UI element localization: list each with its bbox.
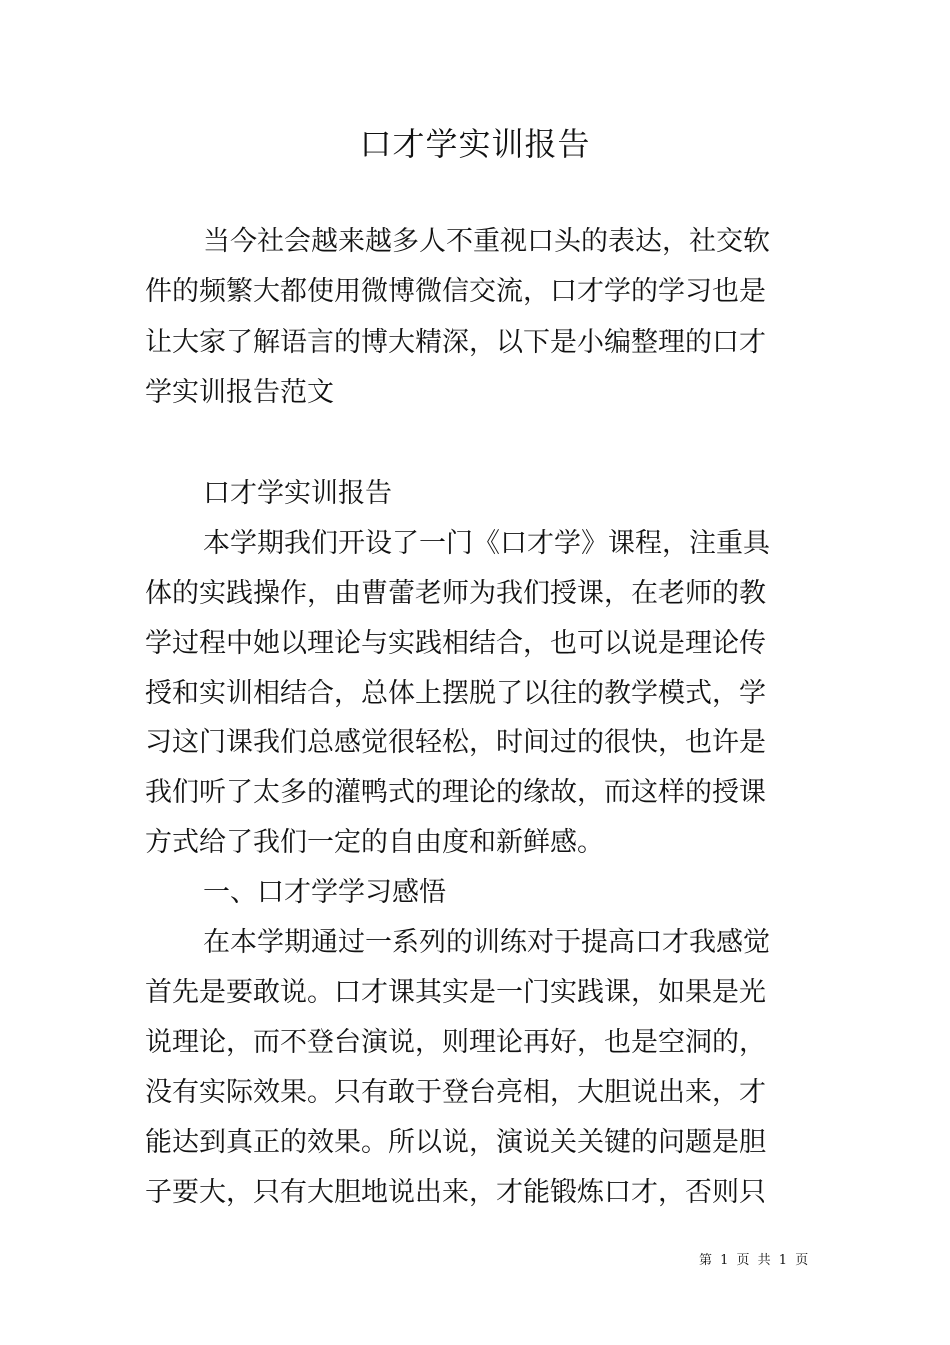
paragraph-line: 方式给了我们一定的自由度和新鲜感。 <box>145 827 604 858</box>
paragraph-line: 说理论，而不登台演说，则理论再好，也是空洞的， <box>145 1027 766 1058</box>
paragraph-line: 子要大，只有大胆地说出来，才能锻炼口才，否则只 <box>145 1177 766 1208</box>
paragraph-line: 当今社会越来越多人不重视口头的表达，社交软 <box>203 226 770 257</box>
paragraph-line: 没有实际效果。只有敢于登台亮相，大胆说出来，才 <box>145 1077 766 1108</box>
paragraph-line: 本学期我们开设了一门《口才学》课程，注重具 <box>203 528 770 559</box>
paragraph-line: 习这门课我们总感觉很轻松，时间过的很快，也许是 <box>145 727 766 758</box>
section-heading: 口才学实训报告 <box>203 478 392 509</box>
paragraph-line: 能达到真正的效果。所以说，演说关关键的问题是胆 <box>145 1127 766 1158</box>
section-heading: 一、口才学学习感悟 <box>203 877 446 908</box>
paragraph-line: 首先是要敢说。口才课其实是一门实践课，如果是光 <box>145 977 766 1008</box>
paragraph-line: 授和实训相结合，总体上摆脱了以往的教学模式，学 <box>145 678 766 709</box>
paragraph-line: 体的实践操作，由曹蕾老师为我们授课，在老师的教 <box>145 578 766 609</box>
paragraph-line: 学过程中她以理论与实践相结合，也可以说是理论传 <box>145 628 766 659</box>
paragraph-line: 我们听了太多的灌鸭式的理论的缘故，而这样的授课 <box>145 777 766 808</box>
paragraph-line: 件的频繁大都使用微博微信交流，口才学的学习也是 <box>145 276 766 307</box>
page-number-footer: 第 1 页 共 1 页 <box>699 1253 811 1268</box>
paragraph-line: 让大家了解语言的博大精深，以下是小编整理的口才 <box>145 327 766 358</box>
paragraph-line: 学实训报告范文 <box>145 377 334 408</box>
paragraph-line: 在本学期通过一系列的训练对于提高口才我感觉 <box>203 927 770 958</box>
document-title: 口才学实训报告 <box>359 125 591 163</box>
